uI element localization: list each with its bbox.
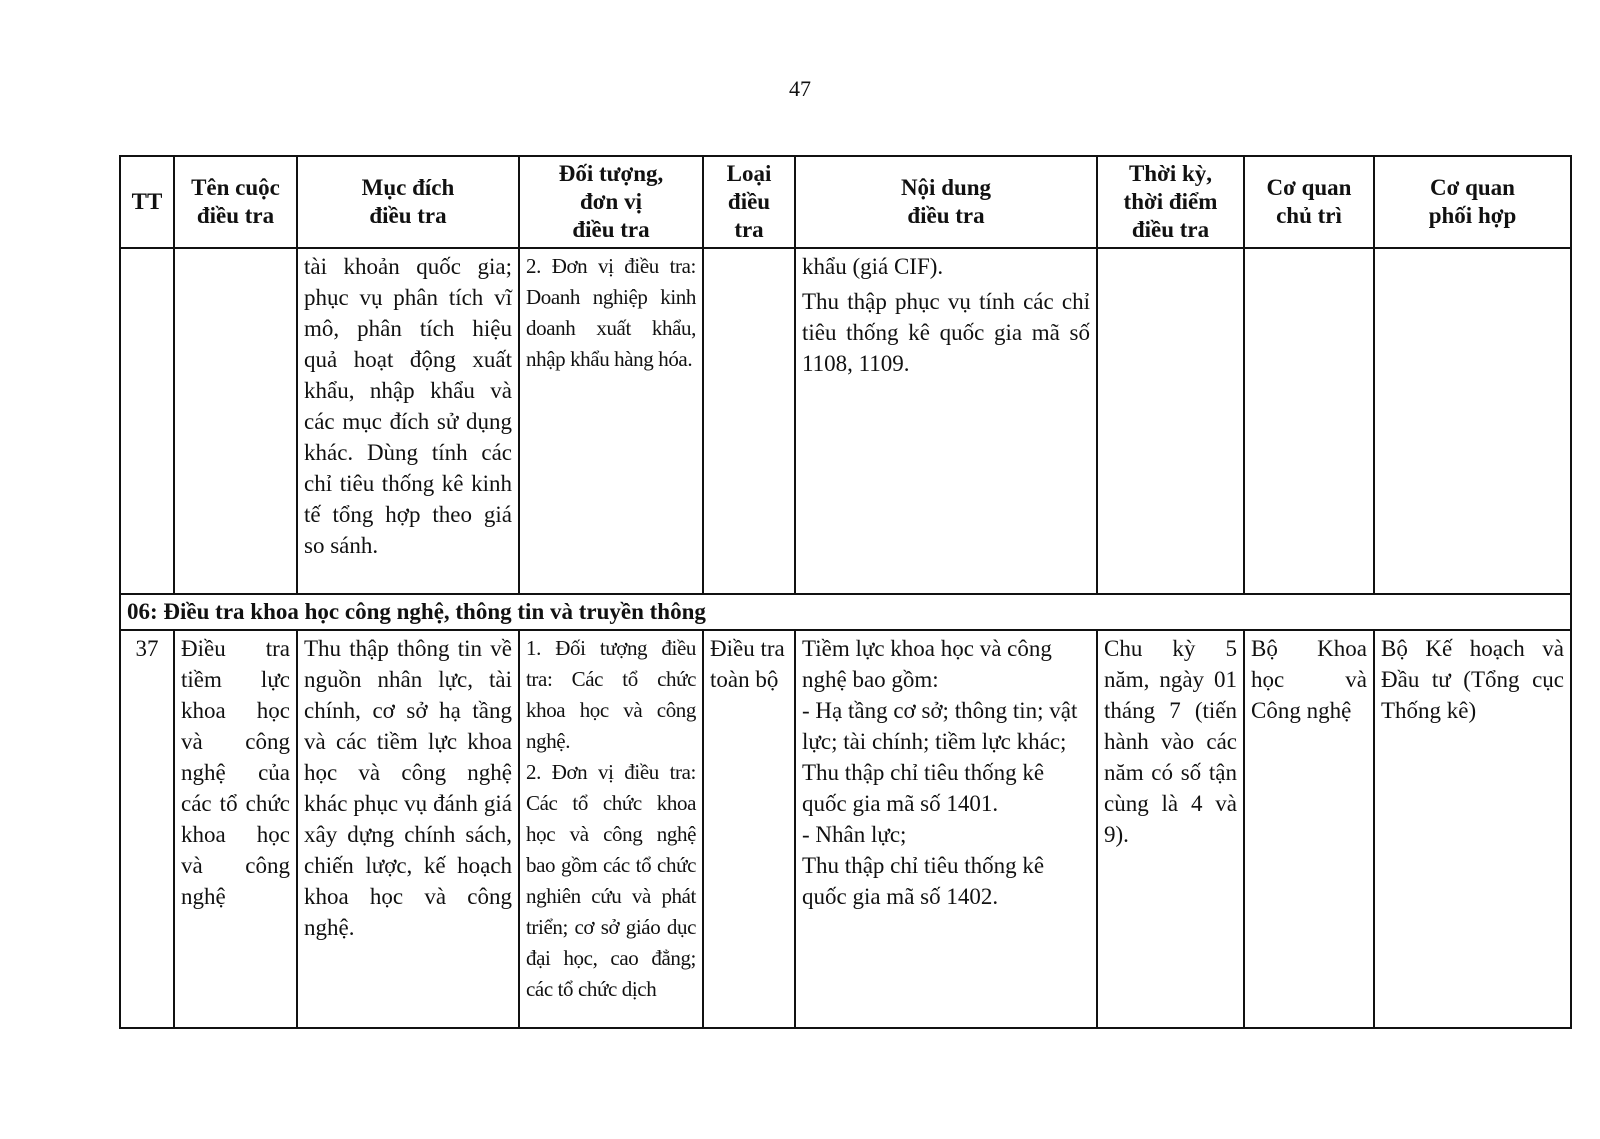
header-tt: TT [120,156,174,248]
row-37-ten-cuoc: Điều tra tiềm lực khoa học và công nghệ của các tổ chức khoa học và công nghệ [174,630,297,1028]
header-row [120,156,1571,248]
table-row-continued [120,248,1571,594]
survey-table [119,155,1572,1029]
row-37-thoi-ky: Chu kỳ 5 năm, ngày 01 tháng 7 (tiến hành vào các năm có số tận cùng là 4 và 9). [1097,630,1244,1028]
cell-doi-tuong: 2. Đơn vị điều tra: Doanh nghiệp kinh doanh xuất khẩu, nhập khẩu hàng hóa. [519,248,703,594]
header-co-quan-phoi-hop: Cơ quan phối hợp [1374,156,1571,248]
header-muc-dich: Mục đích điều tra [297,156,519,248]
header-noi-dung: Nội dung điều tra [795,156,1097,248]
table-row-37 [120,630,1571,1028]
cell-phoi-hop [1374,248,1571,594]
row-37-doi-tuong: 1. Đối tượng điều tra: Các tổ chức khoa học và công nghệ. 2. Đơn vị điều tra: Các tổ chức khoa học và công nghệ bao gồm các tổ chức nghiên cứu và phát triển; cơ sở giáo dục đại học, cao đẳng; các tổ chức dịch [519,630,703,1028]
header-ten-cuoc-dieu-tra: Tên cuộc điều tra [174,156,297,248]
row-37-tt: 37 [120,630,174,1028]
cell-chu-tri [1244,248,1374,594]
row-37-phoi-hop: Bộ Kế hoạch và Đầu tư (Tổng cục Thống kê) [1374,630,1571,1028]
header-loai-dieu-tra: Loại điều tra [703,156,795,248]
cell-muc-dich: tài khoản quốc gia; phục vụ phân tích vĩ mô, phân tích hiệu quả hoạt động xuất khẩu, nhập khẩu và các mục đích sử dụng khác. Dùng tính các chỉ tiêu thống kê kinh tế tổng hợp theo giá so sánh. [297,248,519,594]
row-37-chu-tri: Bộ Khoa học và Công nghệ [1244,630,1374,1028]
cell-tt [120,248,174,594]
cell-loai [703,248,795,594]
noi-dung-line-2: Thu thập phục vụ tính các chỉ tiêu thống kê quốc gia mã số 1108, 1109. [802,289,1090,376]
section-title: 06: Điều tra khoa học công nghệ, thông tin và truyền thông [120,594,1571,630]
page-number: 47 [789,76,811,101]
cell-thoi-ky [1097,248,1244,594]
cell-noi-dung [795,248,1097,594]
row-37-muc-dich: Thu thập thông tin về nguồn nhân lực, tài chính, cơ sở hạ tầng và các tiềm lực khoa học và công nghệ khác phục vụ đánh giá xây dựng chính sách, chiến lược, kế hoạch khoa học và công nghệ. [297,630,519,1028]
header-doi-tuong: Đối tượng, đơn vị điều tra [519,156,703,248]
header-co-quan-chu-tri: Cơ quan chủ trì [1244,156,1374,248]
row-37-noi-dung: Tiềm lực khoa học và công nghệ bao gồm: - Hạ tầng cơ sở; thông tin; vật lực; tài chính; tiềm lực khác; Thu thập chỉ tiêu thống kê quốc gia mã số 1401. - Nhân lực; Thu thập chỉ tiêu thống kê quốc gia mã số 1402. [795,630,1097,1028]
header-thoi-ky: Thời kỳ, thời điểm điều tra [1097,156,1244,248]
noi-dung-line-1: khẩu (giá CIF). [802,254,944,279]
cell-ten-cuoc [174,248,297,594]
section-row [120,594,1571,630]
row-37-loai: Điều tra toàn bộ [703,630,795,1028]
